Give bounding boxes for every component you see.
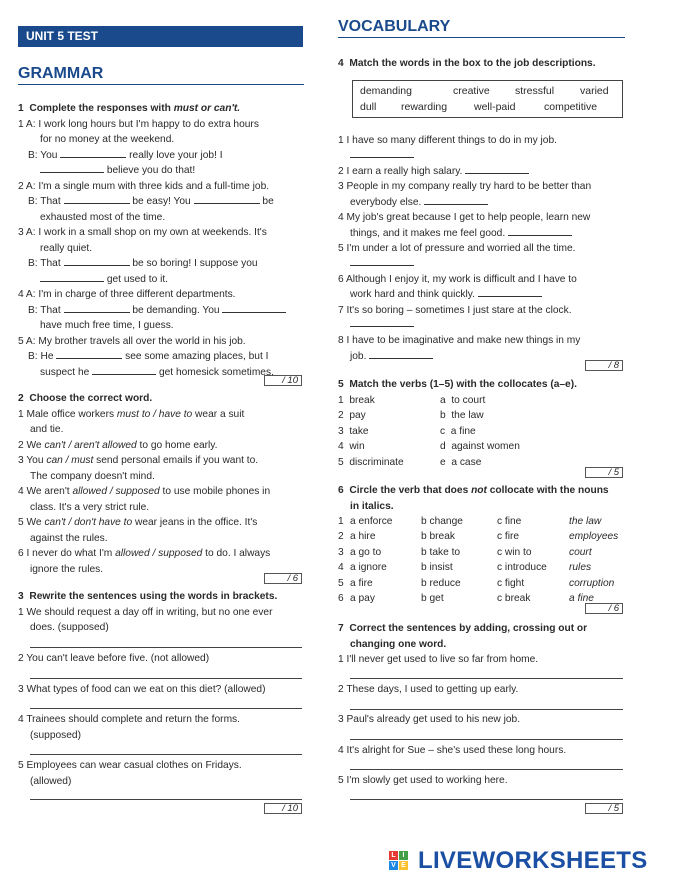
q1-line: 2 A: I'm a single mum with three kids and a full-time job. (18, 180, 270, 192)
q6-verb-option[interactable]: b insist (421, 562, 453, 574)
q7-instruction: Correct the sentences by adding, crossing out or (349, 623, 588, 634)
q2-choice[interactable]: allowed / supposed (72, 486, 160, 497)
answer-blank[interactable] (369, 349, 433, 359)
q5-verb: take (349, 425, 369, 437)
q5-collocate: to court (451, 394, 486, 406)
q1-text: get homesick sometimes. (158, 366, 274, 378)
answer-blank[interactable] (508, 226, 572, 236)
q1-text: see some amazing places, but I (125, 351, 269, 362)
q6-verb-option[interactable]: a go to (350, 546, 382, 558)
answer-line[interactable] (350, 709, 623, 710)
q3-sentence: (allowed) (30, 775, 72, 787)
q1-text: believe you do that! (106, 165, 196, 176)
q2-text: ignore the rules. (30, 563, 104, 575)
box-word: dull (360, 101, 377, 113)
q2-text: wear a suit (192, 408, 245, 420)
q4-instruction: Match the words in the box to the job descriptions. (349, 58, 596, 69)
q6-verb-option[interactable]: c win to (497, 546, 532, 558)
q7-sentence: Paul's already get used to his new job. (346, 714, 521, 725)
q1-text: suspect he (40, 366, 90, 378)
q2-text: send personal emails if you want to. (93, 455, 259, 466)
q4-description: I'm under a lot of pressure and worried all the time. (346, 243, 576, 254)
q4-description: It's so boring – sometimes I just stare at the clock. (346, 304, 572, 316)
answer-line[interactable] (30, 754, 302, 755)
answer-blank[interactable] (40, 163, 104, 173)
q2-text: class. It's a very strict rule. (30, 501, 150, 513)
q7-sentence: I'm slowly get used to working here. (346, 775, 508, 786)
q6-verb-option[interactable]: b break (421, 531, 455, 543)
q4-description: I have so many different things to do in my job. (346, 135, 557, 146)
q3-number: 3 (18, 591, 24, 602)
answer-blank[interactable] (350, 148, 414, 158)
q3-sentence: Trainees should complete and return the forms. (26, 714, 240, 725)
q4-description: Although I enjoy it, my work is difficult and I have to (345, 273, 577, 285)
q5-instruction: Match the verbs (1–5) with the collocates (a–e). (349, 379, 577, 390)
q2-text: You (26, 455, 47, 466)
q2-text: We aren't (26, 486, 73, 497)
q6-instruction: collocate with the nouns (486, 485, 609, 496)
box-word: competitive (544, 101, 598, 113)
q1-line: 5 A: My brother travels all over the world in his job. (18, 335, 246, 347)
answer-line[interactable] (350, 769, 623, 770)
q6-verb-option[interactable]: c fire (497, 531, 520, 543)
q1-line: for no money at the weekend. (40, 134, 175, 145)
q3-instruction: Rewrite the sentences using the words in brackets. (29, 591, 278, 602)
q6-row-number: 4 (338, 562, 344, 574)
q4-description: My job's great because I get to help people, learn new (346, 212, 591, 223)
answer-line[interactable] (350, 739, 623, 740)
box-word: creative (453, 85, 490, 97)
q6-row-number: 6 (338, 593, 344, 604)
q1-text: B: That (28, 196, 61, 207)
grammar-heading: GRAMMAR (18, 66, 304, 85)
answer-blank[interactable] (350, 317, 414, 327)
q1-text: be easy! You (132, 196, 191, 207)
q6-verb-option[interactable]: a fire (350, 577, 373, 589)
q1-text: B: He (28, 351, 54, 362)
answer-blank[interactable] (60, 148, 126, 158)
q6-noun: employees (569, 531, 619, 543)
q2-text: to go home early. (136, 439, 218, 451)
q3-sentence: Employees can wear casual clothes on Fridays. (26, 760, 242, 771)
q2-text: and tie. (30, 424, 64, 435)
q5-letter: b (440, 410, 446, 421)
q6-verb-option[interactable]: b get (421, 593, 444, 604)
q3-sentence: We should request a day off in writing, but no one ever (26, 606, 273, 618)
q3-sentence: What types of food can we eat on this diet? (allowed) (26, 684, 266, 695)
q1-line: have much free time, I guess. (40, 320, 174, 331)
vocabulary-heading: VOCABULARY (338, 19, 625, 38)
q6-verb-option[interactable]: c break (497, 593, 531, 604)
q6-row-number: 2 (338, 531, 344, 543)
q7-sentence: These days, I used to getting up early. (346, 684, 519, 695)
q6-verb-option[interactable]: a hire (350, 531, 376, 543)
box-word: varied (580, 85, 609, 97)
q1-line: exhausted most of the time. (40, 211, 166, 223)
answer-blank[interactable] (424, 195, 488, 205)
q1-instruction: Complete the responses with (29, 103, 174, 114)
q1-text: B: You (28, 149, 58, 161)
q2-text: We (26, 439, 45, 451)
unit-title-banner: UNIT 5 TEST (18, 26, 303, 47)
q2-text: against the rules. (30, 532, 108, 544)
q1-line: really quiet. (40, 242, 93, 254)
q5-score-box: / 5 (585, 467, 623, 478)
q1-text: really love your job! I (129, 149, 223, 161)
q2-text: Male office workers (26, 408, 117, 420)
answer-line[interactable] (350, 799, 623, 800)
q5-verb: win (349, 441, 365, 452)
answer-blank[interactable] (92, 365, 156, 375)
logo-square: L (389, 851, 398, 860)
logo-square: E (399, 861, 408, 870)
q6-verb-option[interactable]: b take to (421, 546, 461, 558)
answer-line[interactable] (30, 647, 302, 648)
answer-blank[interactable] (194, 194, 260, 204)
q5-verb: pay (349, 410, 366, 421)
answer-blank[interactable] (350, 256, 414, 266)
q3-sentence: does. (supposed) (30, 622, 109, 633)
box-word: stressful (515, 85, 555, 97)
q3-sentence: (supposed) (30, 729, 81, 741)
q2-choice[interactable]: allowed / supposed (115, 548, 203, 559)
q4-description: things, and it makes me feel good. (350, 227, 506, 239)
q1-text: be so boring! I suppose you (132, 258, 258, 269)
q6-row-number: 1 (338, 516, 344, 527)
q1-line: 1 A: I work long hours but I'm happy to do extra hours (18, 118, 259, 130)
q5-number: 5 (338, 379, 344, 390)
q2-choice[interactable]: can / must (46, 455, 94, 466)
q5-letter: e (440, 456, 446, 468)
q6-instruction: not (471, 485, 487, 496)
q5-letter: c (440, 425, 446, 437)
q1-score-box: / 10 (264, 375, 302, 386)
answer-line[interactable] (30, 678, 302, 679)
answer-line[interactable] (30, 799, 302, 800)
q2-text: I never do what I'm (26, 548, 116, 559)
q5-verb: discriminate (349, 456, 404, 468)
answer-blank[interactable] (64, 194, 130, 204)
q6-row-number: 5 (338, 577, 344, 589)
q1-number: 1 (18, 103, 24, 114)
q1-text: be (262, 196, 274, 207)
q2-text: We (26, 517, 45, 528)
answer-blank[interactable] (64, 303, 130, 313)
q1-line: 4 A: I'm in charge of three different departments. (18, 289, 236, 300)
q1-text: B: That (28, 258, 61, 269)
answer-blank[interactable] (478, 287, 542, 297)
logo-square: I (399, 851, 408, 860)
q3-score-box: / 10 (264, 803, 302, 814)
answer-blank[interactable] (222, 303, 286, 313)
q5-collocate: a case (451, 456, 482, 468)
logo-square: V (389, 861, 398, 870)
liveworksheets-logo (389, 847, 689, 875)
q6-score-box: / 6 (585, 603, 623, 614)
q4-description: People in my company really try hard to be better than (346, 181, 592, 192)
answer-blank[interactable] (64, 256, 130, 266)
q3-sentence: You can't leave before five. (not allowed) (26, 653, 210, 664)
q4-description: work hard and think quickly. (350, 289, 475, 300)
q2-text: to do. I always (202, 548, 271, 559)
q6-verb-option[interactable]: b change (421, 516, 463, 527)
q6-row-number: 3 (338, 546, 344, 558)
box-word: rewarding (401, 101, 448, 113)
answer-line[interactable] (350, 678, 623, 679)
q7-number: 7 (338, 623, 344, 634)
q7-score-box: / 5 (585, 803, 623, 814)
q5-letter: d (440, 441, 446, 452)
word-box (352, 80, 623, 118)
q2-score-box: / 6 (264, 573, 302, 584)
answer-blank[interactable] (56, 349, 122, 359)
q6-verb-option[interactable]: c fine (497, 516, 522, 527)
answer-blank[interactable] (465, 164, 529, 174)
q1-text: B: That (28, 304, 61, 316)
q6-noun: a fine (569, 593, 594, 604)
q7-sentence: I'll never get used to live so far from home. (346, 654, 539, 665)
q5-verb: break (349, 394, 375, 406)
q1-line: 3 A: I work in a small shop on my own at weekends. It's (18, 227, 267, 238)
q5-collocate: the law (451, 410, 484, 421)
answer-blank[interactable] (40, 272, 104, 282)
q2-text: wear jeans in the office. It's (132, 517, 258, 528)
q5-letter: a (440, 394, 446, 406)
q1-text: get used to it. (106, 273, 169, 285)
q7-sentence: It's alright for Sue – she's used these long hours. (346, 745, 567, 756)
q2-choice[interactable]: can't / aren't allowed (44, 439, 137, 451)
q1-text: be demanding. You (132, 304, 220, 316)
q6-number: 6 (338, 485, 344, 496)
q2-text: to use mobile phones in (159, 486, 271, 497)
q6-instruction: in italics. (350, 500, 394, 512)
q6-noun: court (569, 546, 592, 558)
q7-instruction: changing one word. (350, 638, 447, 650)
box-word: well-paid (474, 101, 516, 113)
q6-verb-option[interactable]: a ignore (350, 562, 387, 574)
q2-choice[interactable]: can't / don't have to (44, 517, 133, 528)
q6-verb-option[interactable]: b reduce (421, 577, 461, 589)
q4-score-box: / 8 (585, 360, 623, 371)
q4-description: I earn a really high salary. (346, 165, 463, 177)
q2-choice[interactable]: must to / have to (116, 408, 193, 420)
q2-instruction: Choose the correct word. (29, 393, 153, 404)
q4-description: everybody else. (350, 196, 422, 208)
box-word: demanding (360, 85, 412, 97)
q6-instruction: Circle the verb that does (349, 485, 472, 496)
q2-text: The company doesn't mind. (30, 470, 155, 482)
q6-verb-option[interactable]: a enforce (350, 516, 393, 527)
q5-collocate: against women (451, 441, 520, 452)
q4-description: I have to be imaginative and make new things in my (346, 335, 581, 346)
q1-instruction-words: must or can't. (173, 103, 241, 114)
logo-text: LIVEWORKSHEETS (418, 847, 648, 874)
q4-number: 4 (338, 58, 344, 69)
answer-line[interactable] (30, 708, 302, 709)
q4-description: job. (350, 350, 367, 362)
q6-verb-option[interactable]: a pay (350, 593, 375, 604)
q6-verb-option[interactable]: c fight (497, 577, 525, 589)
q6-noun: corruption (569, 577, 615, 589)
q6-noun: rules (569, 562, 592, 574)
q2-number: 2 (18, 393, 24, 404)
q6-verb-option[interactable]: c introduce (497, 562, 547, 574)
q5-collocate: a fine (450, 425, 476, 437)
q6-noun: the law (569, 516, 602, 527)
